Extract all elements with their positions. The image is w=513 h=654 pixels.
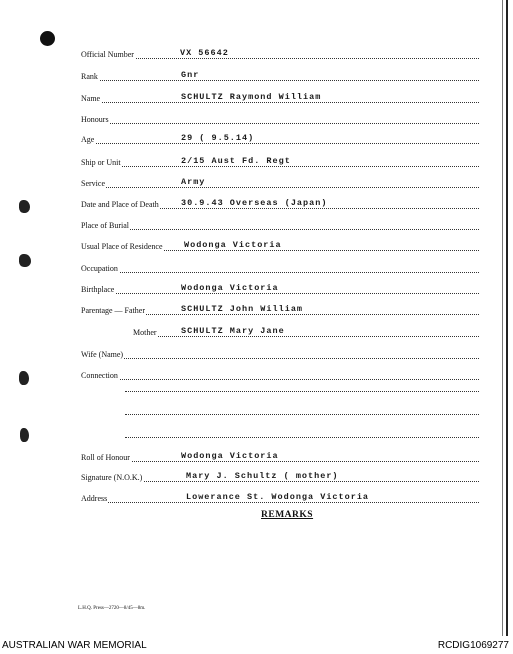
name-label: Name [81,94,101,103]
binder-mark-2 [19,254,31,267]
field-honours [81,111,479,125]
service-label: Service [81,179,105,188]
signature-label: Signature (N.O.K.) [81,473,143,482]
place-of-burial-label: Place of Burial [81,221,129,230]
usual-residence-label: Usual Place of Residence [81,242,163,251]
roll-of-honour-label: Roll of Honour [81,453,130,462]
field-name [81,90,479,104]
official-number-value: VX 56642 [180,48,229,58]
field-date-place-death [81,196,479,210]
punch-hole-top [40,31,55,46]
field-usual-residence [81,238,479,252]
footer-institution: AUSTRALIAN WAR MEMORIAL [2,640,147,651]
signature-value: Mary J. Schultz ( mother) [186,471,339,481]
archive-footer [0,637,513,654]
field-address [81,490,479,504]
usual-residence-value: Wodonga Victoria [184,240,282,250]
wife-label: Wife (Name) [81,350,124,359]
field-wife [81,346,479,360]
card-edge [506,0,508,636]
binder-mark-4 [20,428,29,442]
birthplace-value: Wodonga Victoria [181,283,279,293]
connection-line-4 [125,437,479,438]
connection-label: Connection [81,371,118,380]
field-birthplace [81,281,479,295]
date-place-death-label: Date and Place of Death [81,200,159,209]
field-place-of-burial [81,217,479,231]
father-label: Parentage — Father [81,306,145,315]
roll-of-honour-value: Wodonga Victoria [181,451,279,461]
connection-line-2 [125,391,479,392]
field-occupation [81,260,479,274]
connection-line-3 [125,414,479,415]
field-connection [81,367,479,381]
remarks-heading: REMARKS [261,510,314,520]
binder-mark-1 [19,200,30,213]
age-label: Age [81,135,95,144]
field-signature [81,469,479,483]
date-place-death-value: 30.9.43 Overseas (Japan) [181,198,328,208]
birthplace-label: Birthplace [81,285,115,294]
name-value: SCHULTZ Raymond William [181,92,322,102]
honours-label: Honours [81,115,109,124]
field-ship-or-unit [81,154,479,168]
field-official-number [81,46,479,60]
binder-mark-3 [19,371,29,385]
rank-value: Gnr [181,70,200,80]
field-service [81,175,479,189]
footer-record-id: RCDIG1069277 [437,640,509,651]
rank-label: Rank [81,72,98,81]
field-age [81,131,479,145]
occupation-label: Occupation [81,264,118,273]
field-roll-of-honour [81,449,479,463]
age-value: 29 ( 9.5.14) [181,133,255,143]
field-rank [81,68,479,82]
service-value: Army [181,177,206,187]
mother-value: SCHULTZ Mary Jane [181,326,285,336]
address-label: Address [81,494,108,503]
ship-or-unit-label: Ship or Unit [81,158,121,167]
field-father [81,302,479,316]
father-value: SCHULTZ John William [181,304,304,314]
address-value: Lowerance St. Wodonga Victoria [186,492,370,502]
field-mother [133,324,479,338]
official-number-label: Official Number [81,50,134,59]
mother-label: Mother [133,328,157,337]
ship-or-unit-value: 2/15 Aust Fd. Regt [181,156,291,166]
printer-note: L.H.Q. Press—2720—8/45—8m. [78,606,146,611]
card-edge-shadow [502,0,503,636]
